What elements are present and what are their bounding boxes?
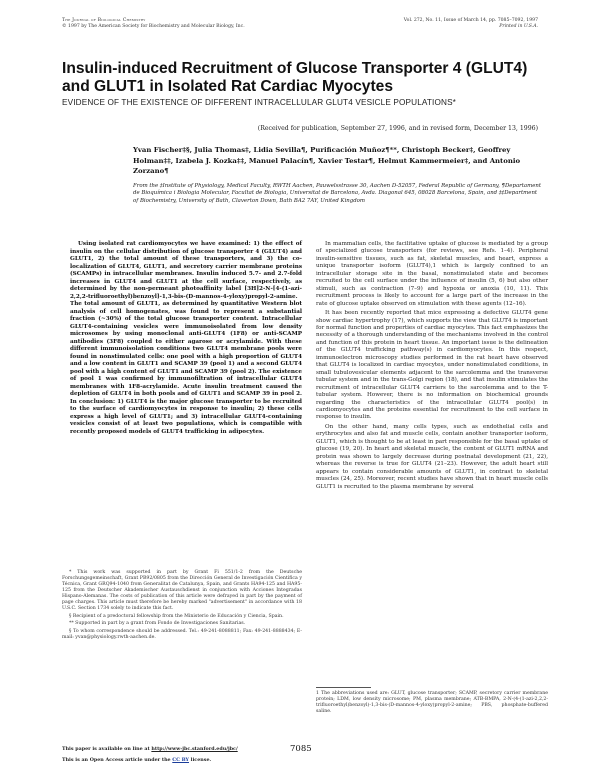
open-access-line — [62, 757, 211, 763]
availability-line — [62, 746, 238, 752]
footnote-fellowship: § Recipient of a predoctoral fellowship from the Ministerio de Educación y Ciencia, Spain. — [69, 613, 284, 619]
license-link[interactable]: CC BY — [172, 757, 189, 763]
footnote-abbreviations: 1 The abbreviations used are: GLUT, glucose transporter; SCAMP, secretory carrier membrane protein; LDM, low density microsome; PM, plasma membrane; ATB-BMPA, 2-N-(4-(1-azi-2,2,2-trifluoroethyl)benzoyl)-1,3-bis-(D-mannos-4-yloxy)propyl-2-amine; PBS, phosphate-buffered saline. — [316, 691, 548, 715]
issue-header — [404, 18, 538, 30]
copyright-line: © 1997 by The American Society for Biochemistry and Molecular Biology, Inc. — [62, 24, 245, 29]
body-paragraph-3: On the other hand, many cells types, such as endothelial cells and erythrocytes and also fat and muscle cells, contain another transporter isoform, GLUT1, which is thought to be at least in part responsible for the basal uptake of glucose (19, 20). In heart and skeletal muscle, the content of GLUT1 mRNA and protein was shown to largely decrease during postnatal development (21, 22), whereas the reverse is true for GLUT4 (21–23). However, the adult heart still appears to contain considerable amounts of GLUT1, in contrast to skeletal muscles (24, 25). Moreover, recent studies have shown that in heart muscle cells GLUT1 is recruited to the plasma membrane by several — [316, 423, 548, 490]
footnote-support: ** Supported in part by a grant from Fondo de Investigaciones Sanitarias. — [69, 621, 246, 627]
author-list: Yvan Fischer‡§, Julia Thomas‡, Lidia Sevilla¶, Purificación Muñoz¶**, Christoph Becker‡, Geoffrey Holman‡‡, Izabela J. Kozka‡‡, Manuel Palacín¶, Xavier Testar¶, Helmut Kammermeier‡, and Antonio Zorzano¶ — [133, 146, 521, 175]
footnotes-left — [62, 570, 302, 643]
journal-header — [62, 18, 245, 30]
body-paragraph-1: In mammalian cells, the facilitative uptake of glucose is mediated by a group of specialized glucose transporters (for reviews, see Refs. 1–4). Peripheral insulin-sensitive tissues, such as fat, skeletal muscles, and heart, express a unique transporter isoform (GLUT4),1 which is largely confined to an intracellular storage site in the basal, nonstimulated state and becomes recruited to the cell surface under the influence of insulin (5, 6) but also other stimuli, such as contraction (7–9) and hypoxia or anoxia (10, 11). This recruitment process is likely to account for a large part of the increase in the rate of glucose uptake observed on stimulation with these agents (12–16). — [316, 241, 548, 307]
footnote-rule — [316, 687, 371, 688]
volume-line: Vol. 272, No. 11, Issue of March 14, pp. 7085–7092, 1997 — [403, 18, 538, 23]
printed-line: Printed in U.S.A. — [499, 24, 538, 29]
availability-prefix: This paper is available on line at — [62, 746, 152, 752]
open-access-suffix: license. — [188, 757, 212, 763]
article-subtitle: EVIDENCE OF THE EXISTENCE OF DIFFERENT INTRACELLULAR GLUT4 VESICLE POPULATIONS* — [62, 98, 457, 107]
journal-name: The Journal of Biological Chemistry — [62, 18, 146, 23]
journal-url-link[interactable]: http://www-jbc.stanford.edu/jbc/ — [151, 746, 238, 752]
received-dates: (Received for publication, September 27, 1996, and in revised form, December 13, 1996) — [257, 125, 538, 132]
body-paragraph-2: It has been recently reported that mice expressing a defective GLUT4 gene show cardiac hypertrophy (17), which supports the view that GLUT4 is important for normal function and properties of cardiac myocytes. This fact emphasizes the necessity of a thorough understanding of the mechanisms involved in the control and function of this protein in heart tissue. An important issue is the delineation of the GLUT4 trafficking pathway(s) in cardiomyocytes. In this respect, immunoelectron microscopy studies performed in the rat heart have observed that GLUT4 is localized in cardiac myocytes, under nonstimulated conditions, in small tubulovesicular elements adjacent to the sarcolemma and the transverse tubular system and in the trans-Golgi region (18), and that insulin stimulates the recruitment of intracellular GLUT4 carriers to the sarcolemma and to the T-tubular system. However, there is no information on biochemical grounds regarding the characteristics of the intracellular GLUT4 pool(s) in cardiomyocytes and the proteins essential for recruitment to the cell surface in response to insulin. — [316, 310, 548, 421]
affiliations: From the ‡Institute of Physiology, Medical Faculty, RWTH Aachen, Pauwelsstrasse 30, Aachen D-52057, Federal Republic of Germany, ¶Departament de Bioquímica i Biologia Molecular, Facultat de Biologia, Universitat de Barcelona, Avda. Diagonal 645, 08028 Barcelona, Spain, and ‡‡Department of Biochemistry, University of Bath, Claverton Down, Bath BA2 7AY, United Kingdom — [133, 183, 542, 204]
article-title: Insulin-induced Recruitment of Glucose Transporter 4 (GLUT4) and GLUT1 in Isolated Rat Cardiac Myocytes — [62, 60, 528, 95]
footnote-funding: * This work was supported in part by Grant Fi 551/1-2 from the Deutsche Forschungsgemeinschaft, Grant PB92/0805 from the Dirección General de Investigación Científica y Técnica, Grant GRQ94-1040 from Generalitat de Catalunya, Spain, and Grants HA94-125 and HA95-125 from the Deutscher Akademischer Austauschdienst in conjunction with Acciones Integradas Hispano-Alemanas. The costs of publication of this article were defrayed in part by the payment of page charges. This article must therefore be hereby marked "advertisement" in accordance with 18 U.S.C. Section 1734 solely to indicate this fact. — [62, 570, 302, 612]
introduction-column — [316, 241, 548, 493]
open-access-prefix: This is an Open Access article under the — [62, 757, 173, 763]
footnote-correspondence: § To whom correspondence should be addressed. Tel.: 49-241-8088811; Fax: 49-241-8888434; E-mail: yvan@physiology.rwth-aachen.de. — [62, 628, 302, 640]
page-number: 7085 — [290, 744, 312, 754]
abstract: Using isolated rat cardiomyocytes we have examined: 1) the effect of insulin on the cellular distribution of glucose transporter 4 (GLUT4) and GLUT1, 2) the total amount of these transporters, and 3) the co-localization of GLUT4, GLUT1, and secretory carrier membrane proteins (SCAMPs) in intracellular membranes. Insulin induced 5.7- and 2.7-fold increases in GLUT4 and GLUT1 at the cell surface, respectively, as determined by the non-permeant photoaffinity label [3H]2-N-[4-(1-azi-2,2,2-trifluoroethyl)benzoyl]-1,3-bis-(D-mannos-4-yloxy)propyl-2-amine. The total amount of GLUT1, as determined by quantitative Western blot analysis of cell homogenates, was found to represent a substantial fraction (~30%) of the total glucose transporter content. Intracellular GLUT4-containing vesicles were immunoisolated from low density microsomes by using monoclonal anti-GLUT4 (1F8) or anti-SCAMP antibodies (3F8) coupled to either agarose or acrylamide. With these different immunoisolation conditions two GLUT4 membrane pools were found in nonstimulated cells: one pool with a high proportion of GLUT4 and a low content in GLUT1 and SCAMP 39 (pool 1) and a second GLUT4 pool with a high content of GLUT1 and SCAMP 39 (pool 2). The existence of pool 1 was confirmed by immunofiltration of intracellular GLUT4 membranes with 1F8-acrylamide. Acute insulin treatment caused the depletion of GLUT4 in both pools and of GLUT1 and SCAMP 39 in pool 2. In conclusion: 1) GLUT4 is the major glucose transporter to be recruited to the surface of cardiomyocytes in response to insulin; 2) these cells express a high level of GLUT1; and 3) intracellular GLUT4-containing vesicles consist of at least two populations, which is compatible with recently proposed models of GLUT4 trafficking in adipocytes. — [70, 241, 302, 435]
